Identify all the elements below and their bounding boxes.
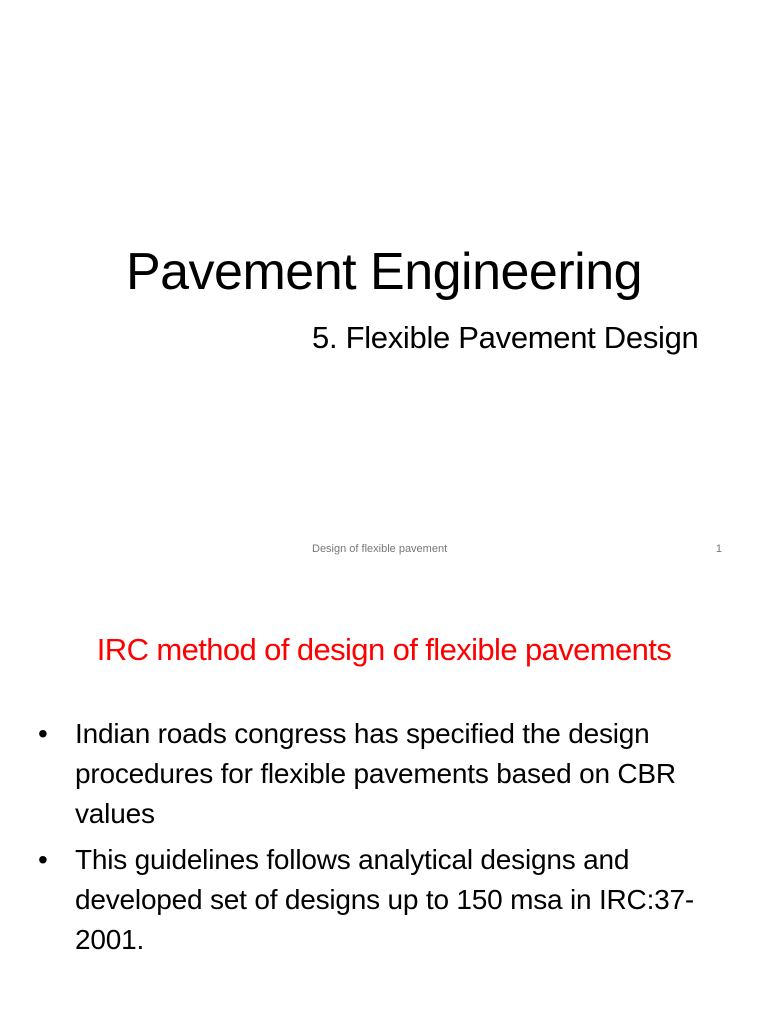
slide-title: Pavement Engineering [125, 243, 643, 301]
bullet-item [38, 840, 718, 960]
bullet-icon: • [38, 718, 48, 749]
slide-footer: Design of flexible pavement [312, 543, 448, 555]
bullet-item [38, 714, 718, 834]
slide-page-number: 1 [715, 543, 722, 555]
bullet-text: Indian roads congress has specified the design procedures for flexible pavements based on CBR values [75, 718, 676, 829]
bullet-icon: • [38, 844, 48, 875]
bullet-text: This guidelines follows analytical designs and developed set of designs up to 150 msa in IRC:37-2001. [75, 844, 695, 955]
bullet-list [38, 714, 718, 966]
content-slide-title: IRC method of design of flexible pavements [96, 632, 672, 667]
slide-subtitle: 5. Flexible Pavement Design [312, 320, 699, 355]
content-slide [0, 576, 768, 1024]
